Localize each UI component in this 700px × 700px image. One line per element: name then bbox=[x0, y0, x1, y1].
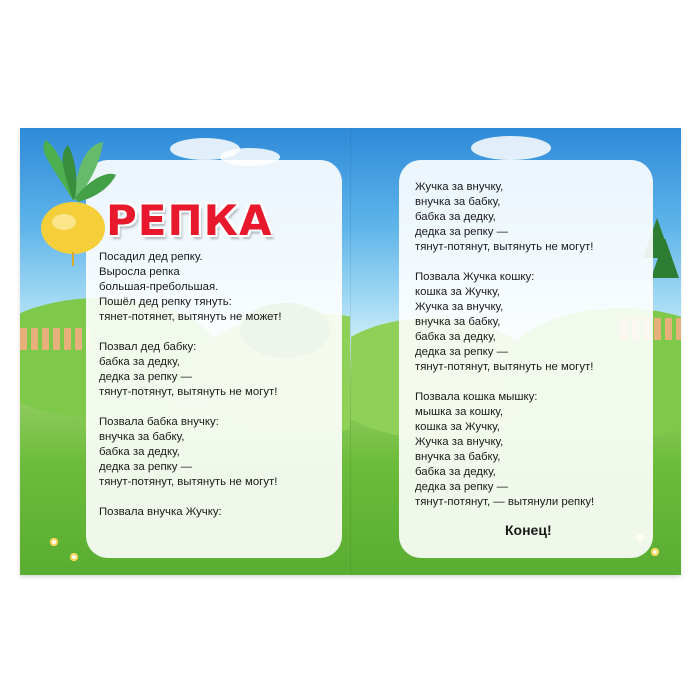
stanza-gap bbox=[415, 255, 594, 270]
poem-line: Пошёл дед репку тянуть: bbox=[99, 296, 232, 308]
poem-line: тянут-потянут, вытянуть не могут! bbox=[415, 361, 594, 373]
poem-line: большая-пребольшая. bbox=[99, 281, 219, 293]
tree bbox=[651, 238, 679, 278]
poem-line: Позвала внучка Жучку: bbox=[99, 506, 222, 518]
flower bbox=[70, 553, 78, 561]
poem-line: бабка за дедку, bbox=[415, 466, 496, 478]
stanza-gap bbox=[99, 490, 282, 505]
left-page bbox=[20, 128, 350, 575]
poem-line: дедка за репку — bbox=[99, 371, 193, 383]
poem-line: тянет-потянет, вытянуть не может! bbox=[99, 311, 282, 323]
poem-line: Позвала кошка мышку: bbox=[415, 391, 538, 403]
stanza-gap bbox=[99, 325, 282, 340]
fence bbox=[20, 328, 90, 350]
poem-line: Посадил дед репку. bbox=[99, 251, 203, 263]
poem-line: тянут-потянут, вытянуть не могут! bbox=[99, 476, 278, 488]
poem-line: дедка за репку — bbox=[415, 226, 509, 238]
poem-line: дедка за репку — bbox=[415, 481, 509, 493]
poem-line: тянут-потянут, вытянуть не могут! bbox=[99, 386, 278, 398]
poem-line: Позвала Жучка кошку: bbox=[415, 271, 535, 283]
poem-line: внучка за бабку, bbox=[415, 316, 501, 328]
poem-line: дедка за репку — bbox=[415, 346, 509, 358]
right-page-text bbox=[415, 180, 594, 510]
left-page-text bbox=[99, 250, 282, 520]
poem-line: кошка за Жучку, bbox=[415, 286, 500, 298]
poem-line: внучка за бабку, bbox=[415, 196, 501, 208]
ending-text: Конец! bbox=[505, 522, 552, 538]
poem-line: внучка за бабку, bbox=[99, 431, 185, 443]
poem-line: Позвал дед бабку: bbox=[99, 341, 197, 353]
poem-line: тянут-потянут, — вытянули репку! bbox=[415, 496, 595, 508]
poem-line: тянут-потянут, вытянуть не могут! bbox=[415, 241, 594, 253]
book-title: РЕПКА bbox=[106, 196, 273, 245]
stanza-gap bbox=[99, 400, 282, 415]
poem-line: дедка за репку — bbox=[99, 461, 193, 473]
poem-line: бабка за дедку, bbox=[99, 356, 180, 368]
poem-line: Жучка за внучку, bbox=[415, 181, 504, 193]
poem-line: Выросла репка bbox=[99, 266, 180, 278]
poem-line: Позвала бабка внучку: bbox=[99, 416, 219, 428]
poem-line: бабка за дедку, bbox=[415, 211, 496, 223]
poem-line: мышка за кошку, bbox=[415, 406, 504, 418]
poem-line: Жучка за внучку, bbox=[415, 301, 504, 313]
poem-line: внучка за бабку, bbox=[415, 451, 501, 463]
flower bbox=[50, 538, 58, 546]
open-book bbox=[20, 128, 680, 575]
right-page bbox=[350, 128, 681, 575]
stanza-gap bbox=[415, 375, 594, 390]
poem-line: Жучка за внучку, bbox=[415, 436, 504, 448]
poem-line: бабка за дедку, bbox=[415, 331, 496, 343]
poem-line: бабка за дедку, bbox=[99, 446, 180, 458]
flower bbox=[651, 548, 659, 556]
poem-line: кошка за Жучку, bbox=[415, 421, 500, 433]
cloud bbox=[471, 136, 551, 160]
